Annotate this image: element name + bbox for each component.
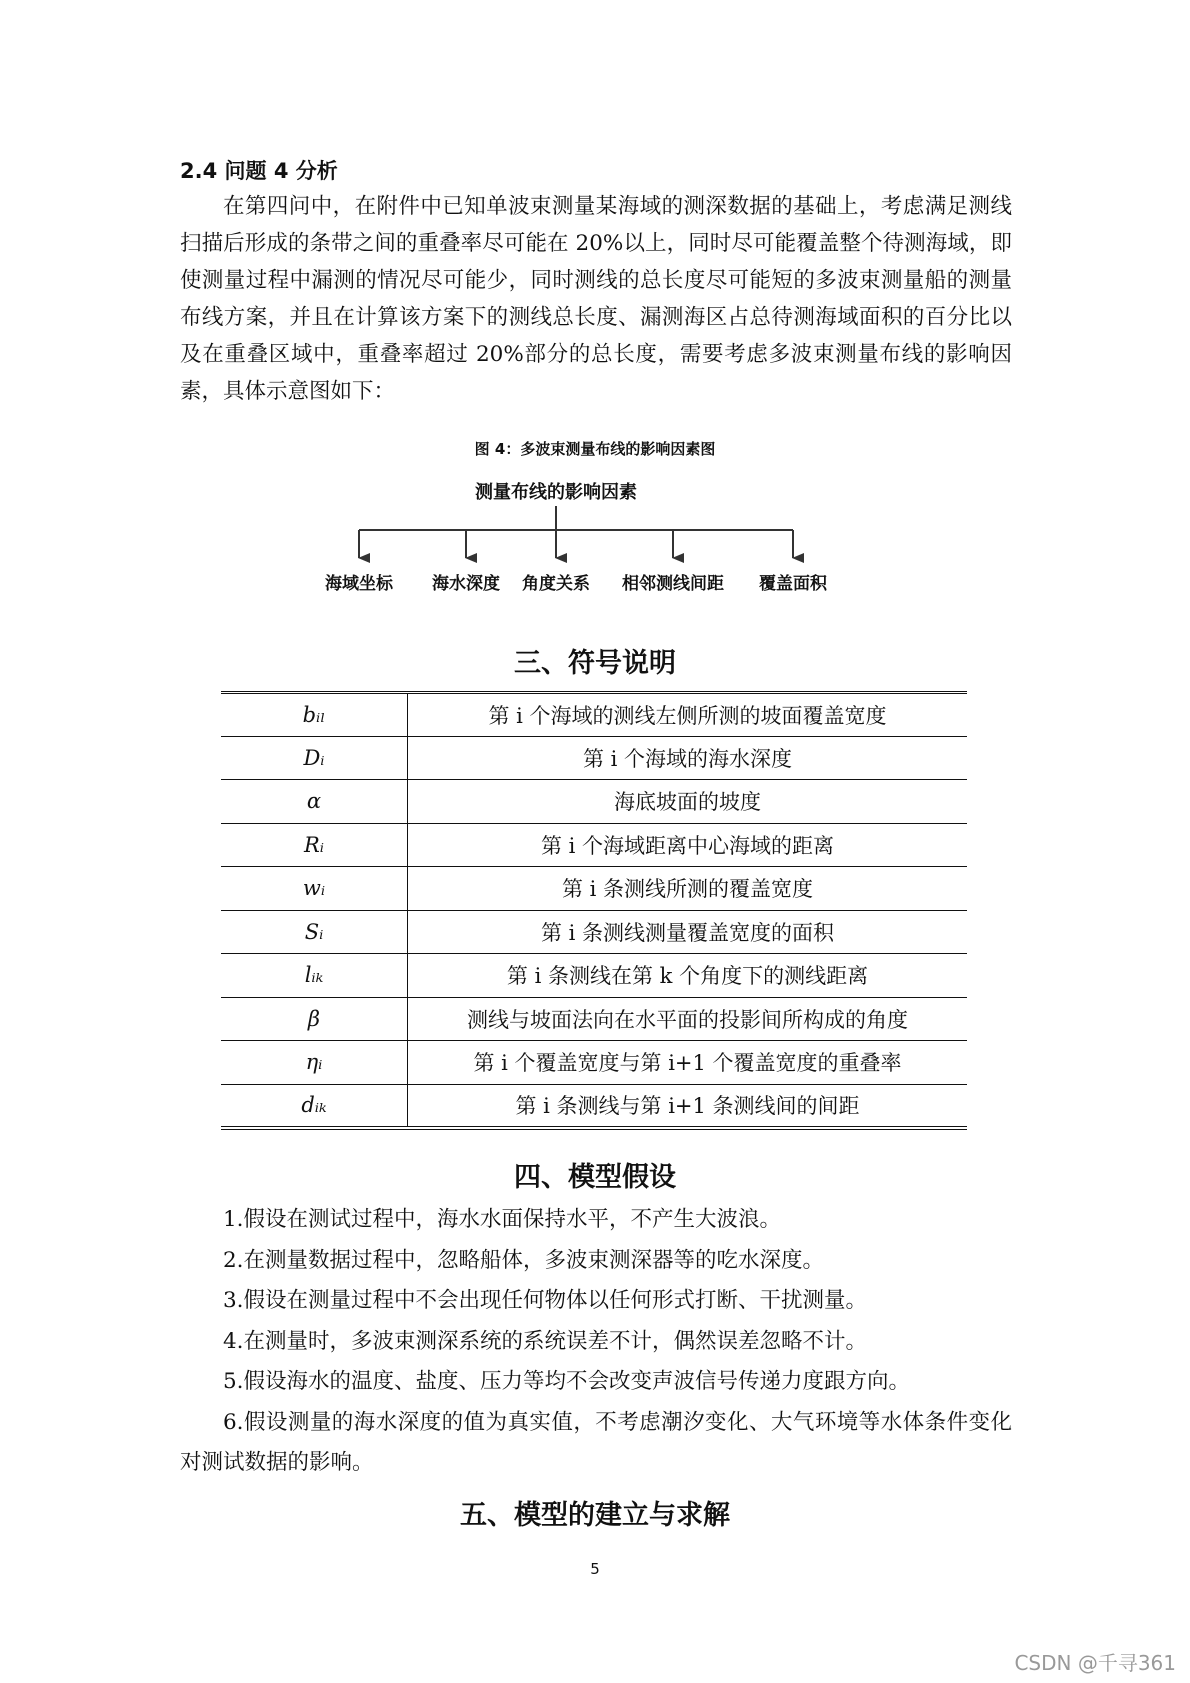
- section-paragraph: 在第四问中，在附件中已知单波束测量某海域的测深数据的基础上，考虑满足测线扫描后形成的条带之间的重叠率尽可能在 20%以上，同时尽可能覆盖整个待测海域，即使测量过程中漏测的情况尽可能少，同时测线的总长度尽可能短的多波束测量船的测量布线方案，并且在计算该方案下的测线总长度、漏测海区占总待测海域面积的百分比以及在重叠区域中，重叠率超过 20%部分的总长度，需要考虑多波束测量布线的影响因素，具体示意图如下：: [180, 194, 1012, 404]
- table-row: [221, 910, 967, 954]
- assumption-item: 3.假设在测量过程中不会出现任何物体以任何形式打断、干扰测量。: [223, 1288, 868, 1313]
- assumption-item: 4.在测量时，多波束测深系统的系统误差不计，偶然误差忽略不计。: [223, 1328, 868, 1354]
- table-row: [221, 736, 967, 780]
- description-cell: 测线与坡面法向在水平面的投影间所构成的角度: [408, 997, 968, 1041]
- section-heading: 2.4 问题 4 分析: [180, 159, 338, 183]
- symbol-cell: Rᵢ: [221, 823, 408, 867]
- symbol-cell: bᵢₗ: [221, 693, 408, 737]
- influence-factors-diagram: [290, 470, 890, 610]
- assumption-item: 2.在测量数据过程中，忽略船体，多波束测深器等的吃水深度。: [223, 1247, 825, 1273]
- diagram-child-label: 海域坐标: [325, 574, 393, 594]
- symbol-cell: Dᵢ: [221, 736, 408, 780]
- description-cell: 第 i 个海域的测线左侧所测的坡面覆盖宽度: [408, 693, 968, 737]
- table-row: [221, 693, 967, 737]
- description-cell: 第 i 个海域的海水深度: [408, 736, 968, 780]
- table-row: [221, 1041, 967, 1085]
- diagram-child-label: 海水深度: [432, 574, 500, 594]
- watermark: CSDN @千寻361: [1014, 1651, 1176, 1675]
- symbols-table: [221, 691, 967, 1130]
- diagram-child-label: 角度关系: [522, 574, 590, 594]
- diagram-child-label: 相邻测线间距: [622, 574, 724, 594]
- description-cell: 第 i 个覆盖宽度与第 i+1 个覆盖宽度的重叠率: [408, 1041, 968, 1085]
- table-row: [221, 954, 967, 998]
- description-cell: 海底坡面的坡度: [408, 780, 968, 824]
- table-row: [221, 1084, 967, 1128]
- table-row: [221, 780, 967, 824]
- symbol-cell: ηᵢ: [221, 1041, 408, 1085]
- description-cell: 第 i 条测线与第 i+1 条测线间的间距: [408, 1084, 968, 1128]
- figure-caption: 图 4：多波束测量布线的影响因素图: [474, 440, 716, 458]
- diagram-child-label: 覆盖面积: [759, 574, 827, 594]
- diagram-root-label: 测量布线的影响因素: [475, 482, 637, 503]
- assumptions-chapter-title: 四、模型假设: [514, 1162, 676, 1193]
- assumptions-list: [180, 1200, 1012, 1484]
- assumption-item: 5.假设海水的温度、盐度、压力等均不会改变声波信号传递力度跟方向。: [223, 1369, 911, 1394]
- description-cell: 第 i 条测线所测的覆盖宽度: [408, 867, 968, 911]
- table-row: [221, 823, 967, 867]
- symbol-cell: α: [221, 780, 408, 824]
- symbol-cell: Sᵢ: [221, 910, 408, 954]
- symbol-cell: β: [221, 997, 408, 1041]
- description-cell: 第 i 条测线测量覆盖宽度的面积: [408, 910, 968, 954]
- table-row: [221, 867, 967, 911]
- symbol-cell: lᵢₖ: [221, 954, 408, 998]
- page-number: 5: [590, 1560, 600, 1578]
- symbol-cell: wᵢ: [221, 867, 408, 911]
- assumption-item: 6.假设测量的海水深度的值为真实值，不考虑潮汐变化、大气环境等水体条件变化对测试数据的影响。: [180, 1409, 1012, 1475]
- symbols-chapter-title: 三、符号说明: [514, 648, 676, 679]
- table-row: [221, 997, 967, 1041]
- assumption-item: 1.假设在测试过程中，海水水面保持水平，不产生大波浪。: [223, 1207, 782, 1232]
- description-cell: 第 i 个海域距离中心海域的距离: [408, 823, 968, 867]
- next-chapter-title: 五、模型的建立与求解: [460, 1500, 730, 1531]
- symbol-cell: dᵢₖ: [221, 1084, 408, 1128]
- description-cell: 第 i 条测线在第 k 个角度下的测线距离: [408, 954, 968, 998]
